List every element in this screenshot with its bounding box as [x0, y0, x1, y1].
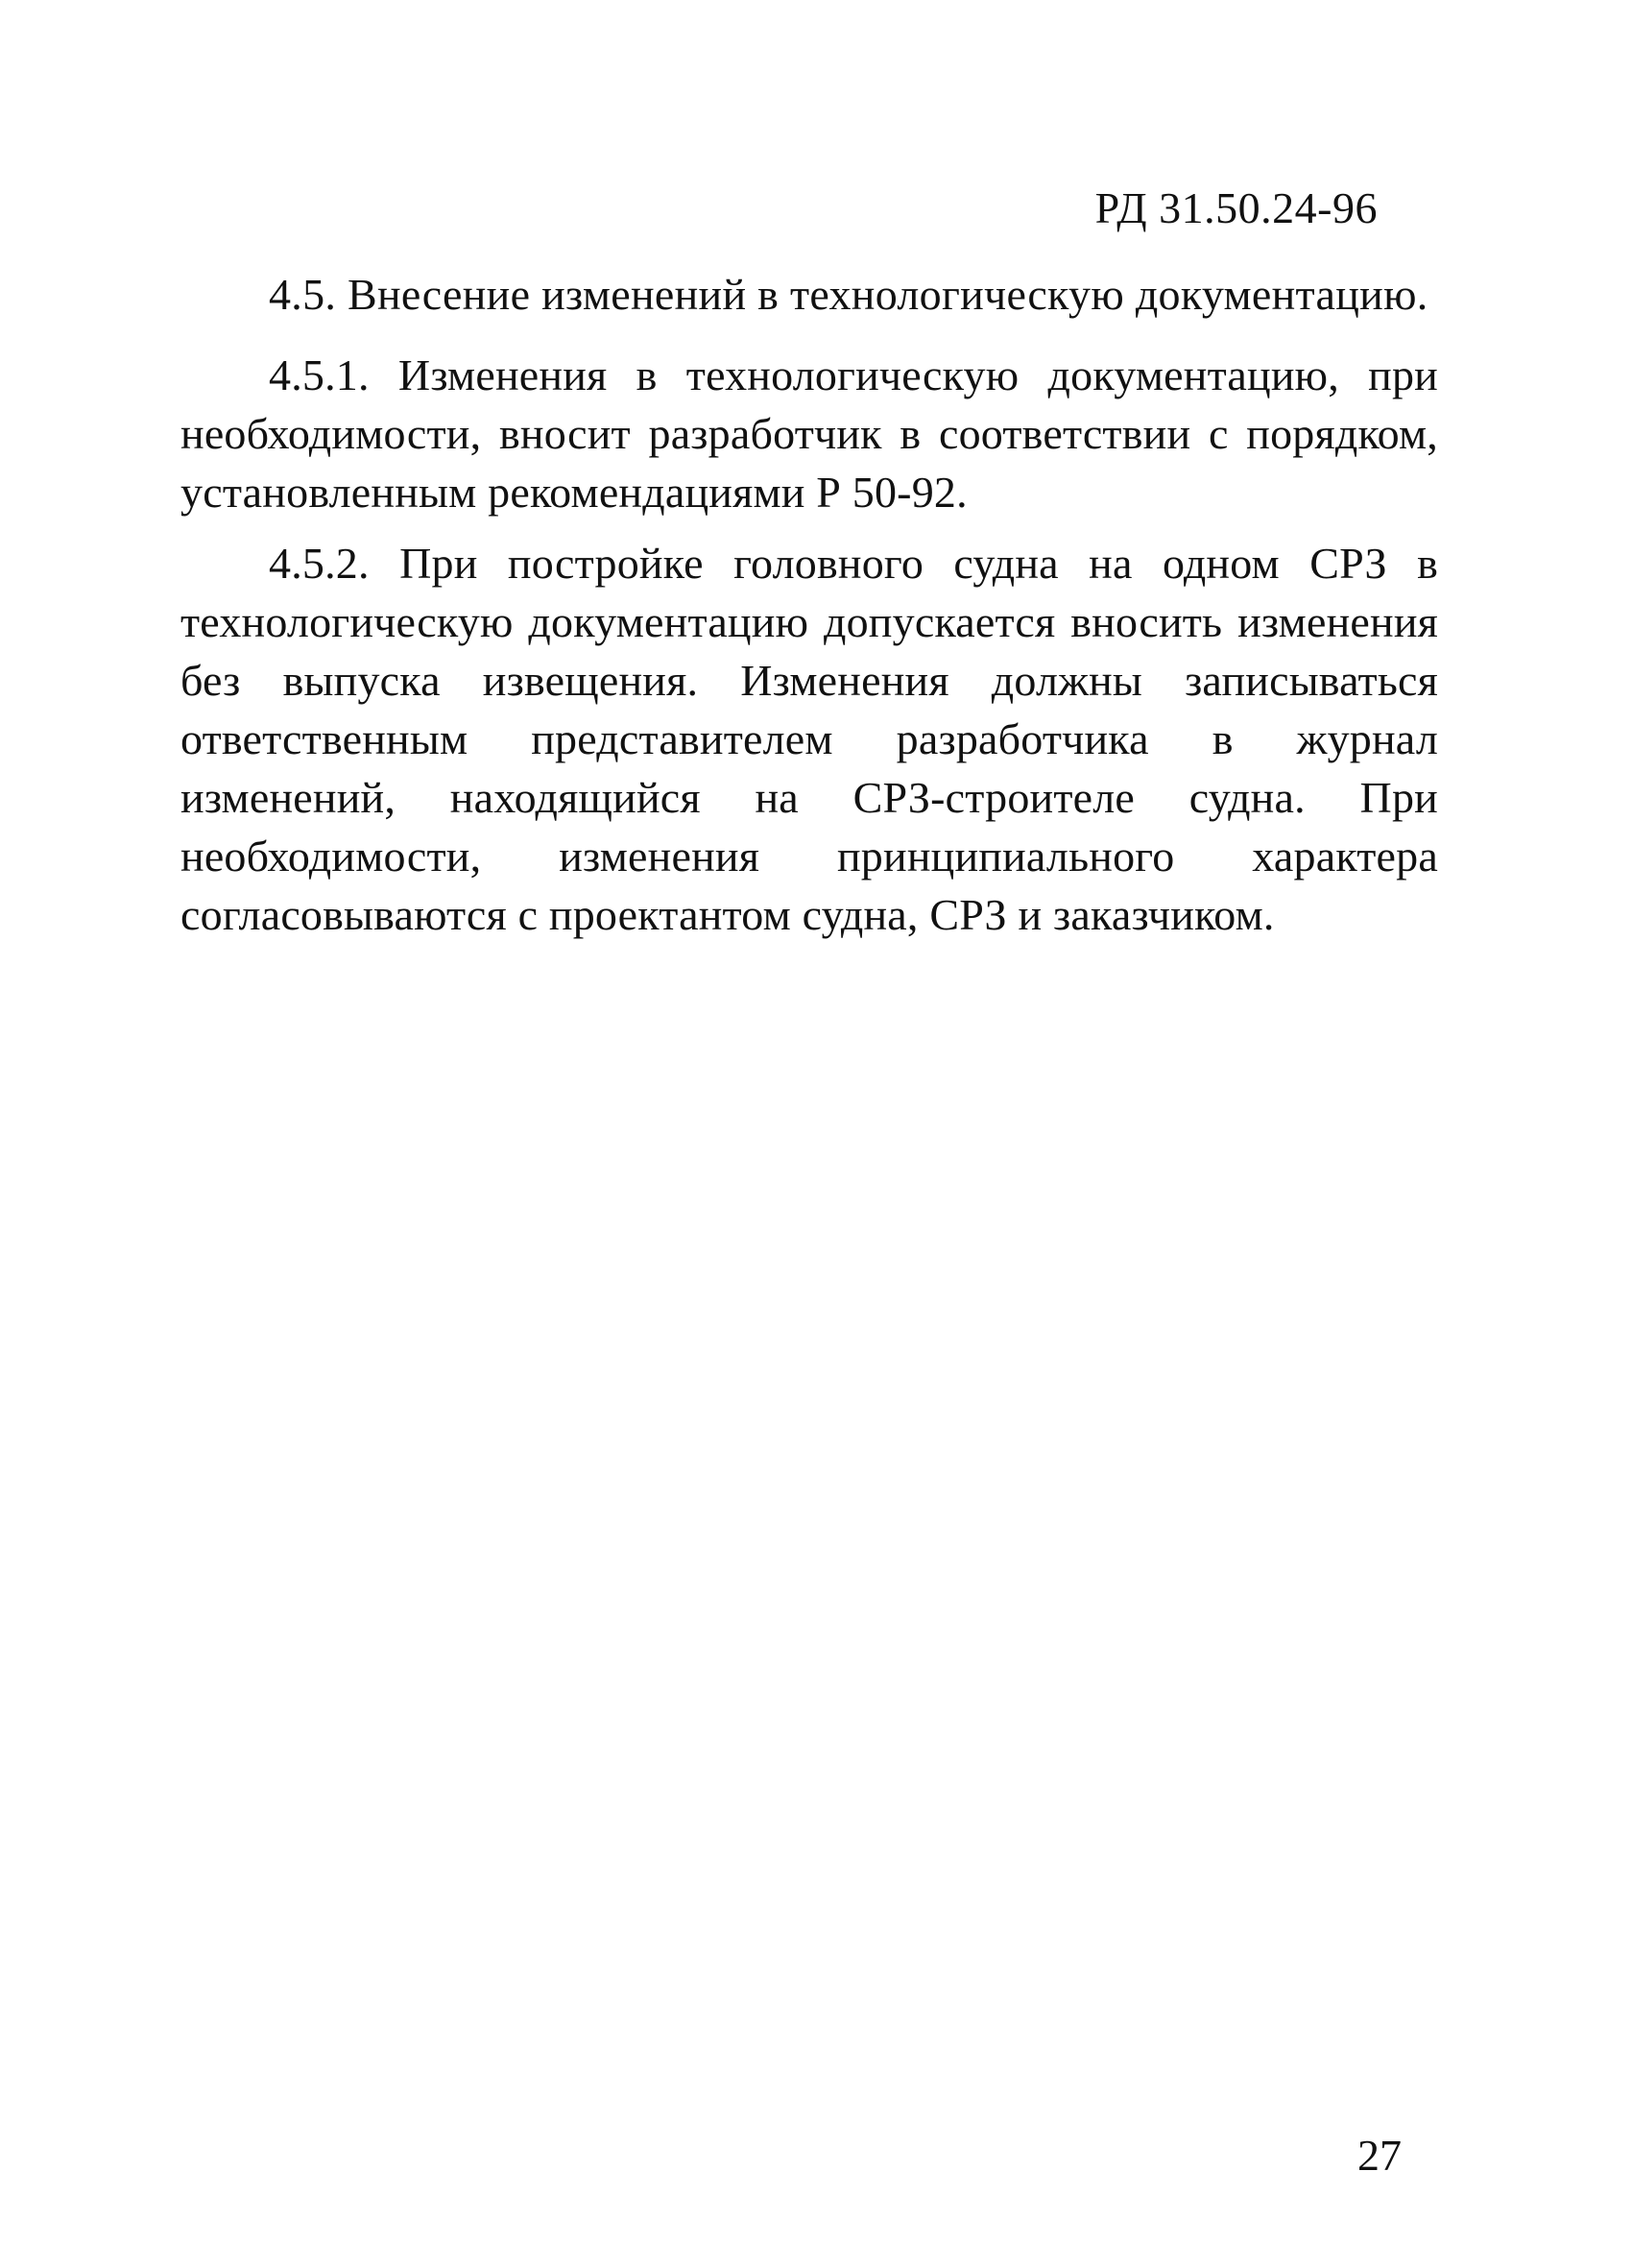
paragraph-4-5-1: 4.5.1. Изменения в технологическую документацию, при необходимости, вносит разработчик в соответствии с порядком, установленным рекомендациями Р 50-92. — [180, 350, 1438, 517]
page-number: 27 — [1357, 2131, 1402, 2180]
section-heading: 4.5. Внесение изменений в технологическую документацию. — [269, 270, 1428, 319]
paragraph-4-5-2: 4.5.2. При постройке головного судна на одном СРЗ в технологическую документацию допускается вносить изменения без выпуска извещения. Изменения должны записываться ответственным представителем разработчика в журнал изменений, находящийся на СРЗ-строителе судна. При необходимости, изменения принципиального характера согласовываются с проектантом судна, СРЗ и заказчиком. — [180, 539, 1438, 939]
document-code: РД 31.50.24-96 — [1094, 183, 1378, 232]
